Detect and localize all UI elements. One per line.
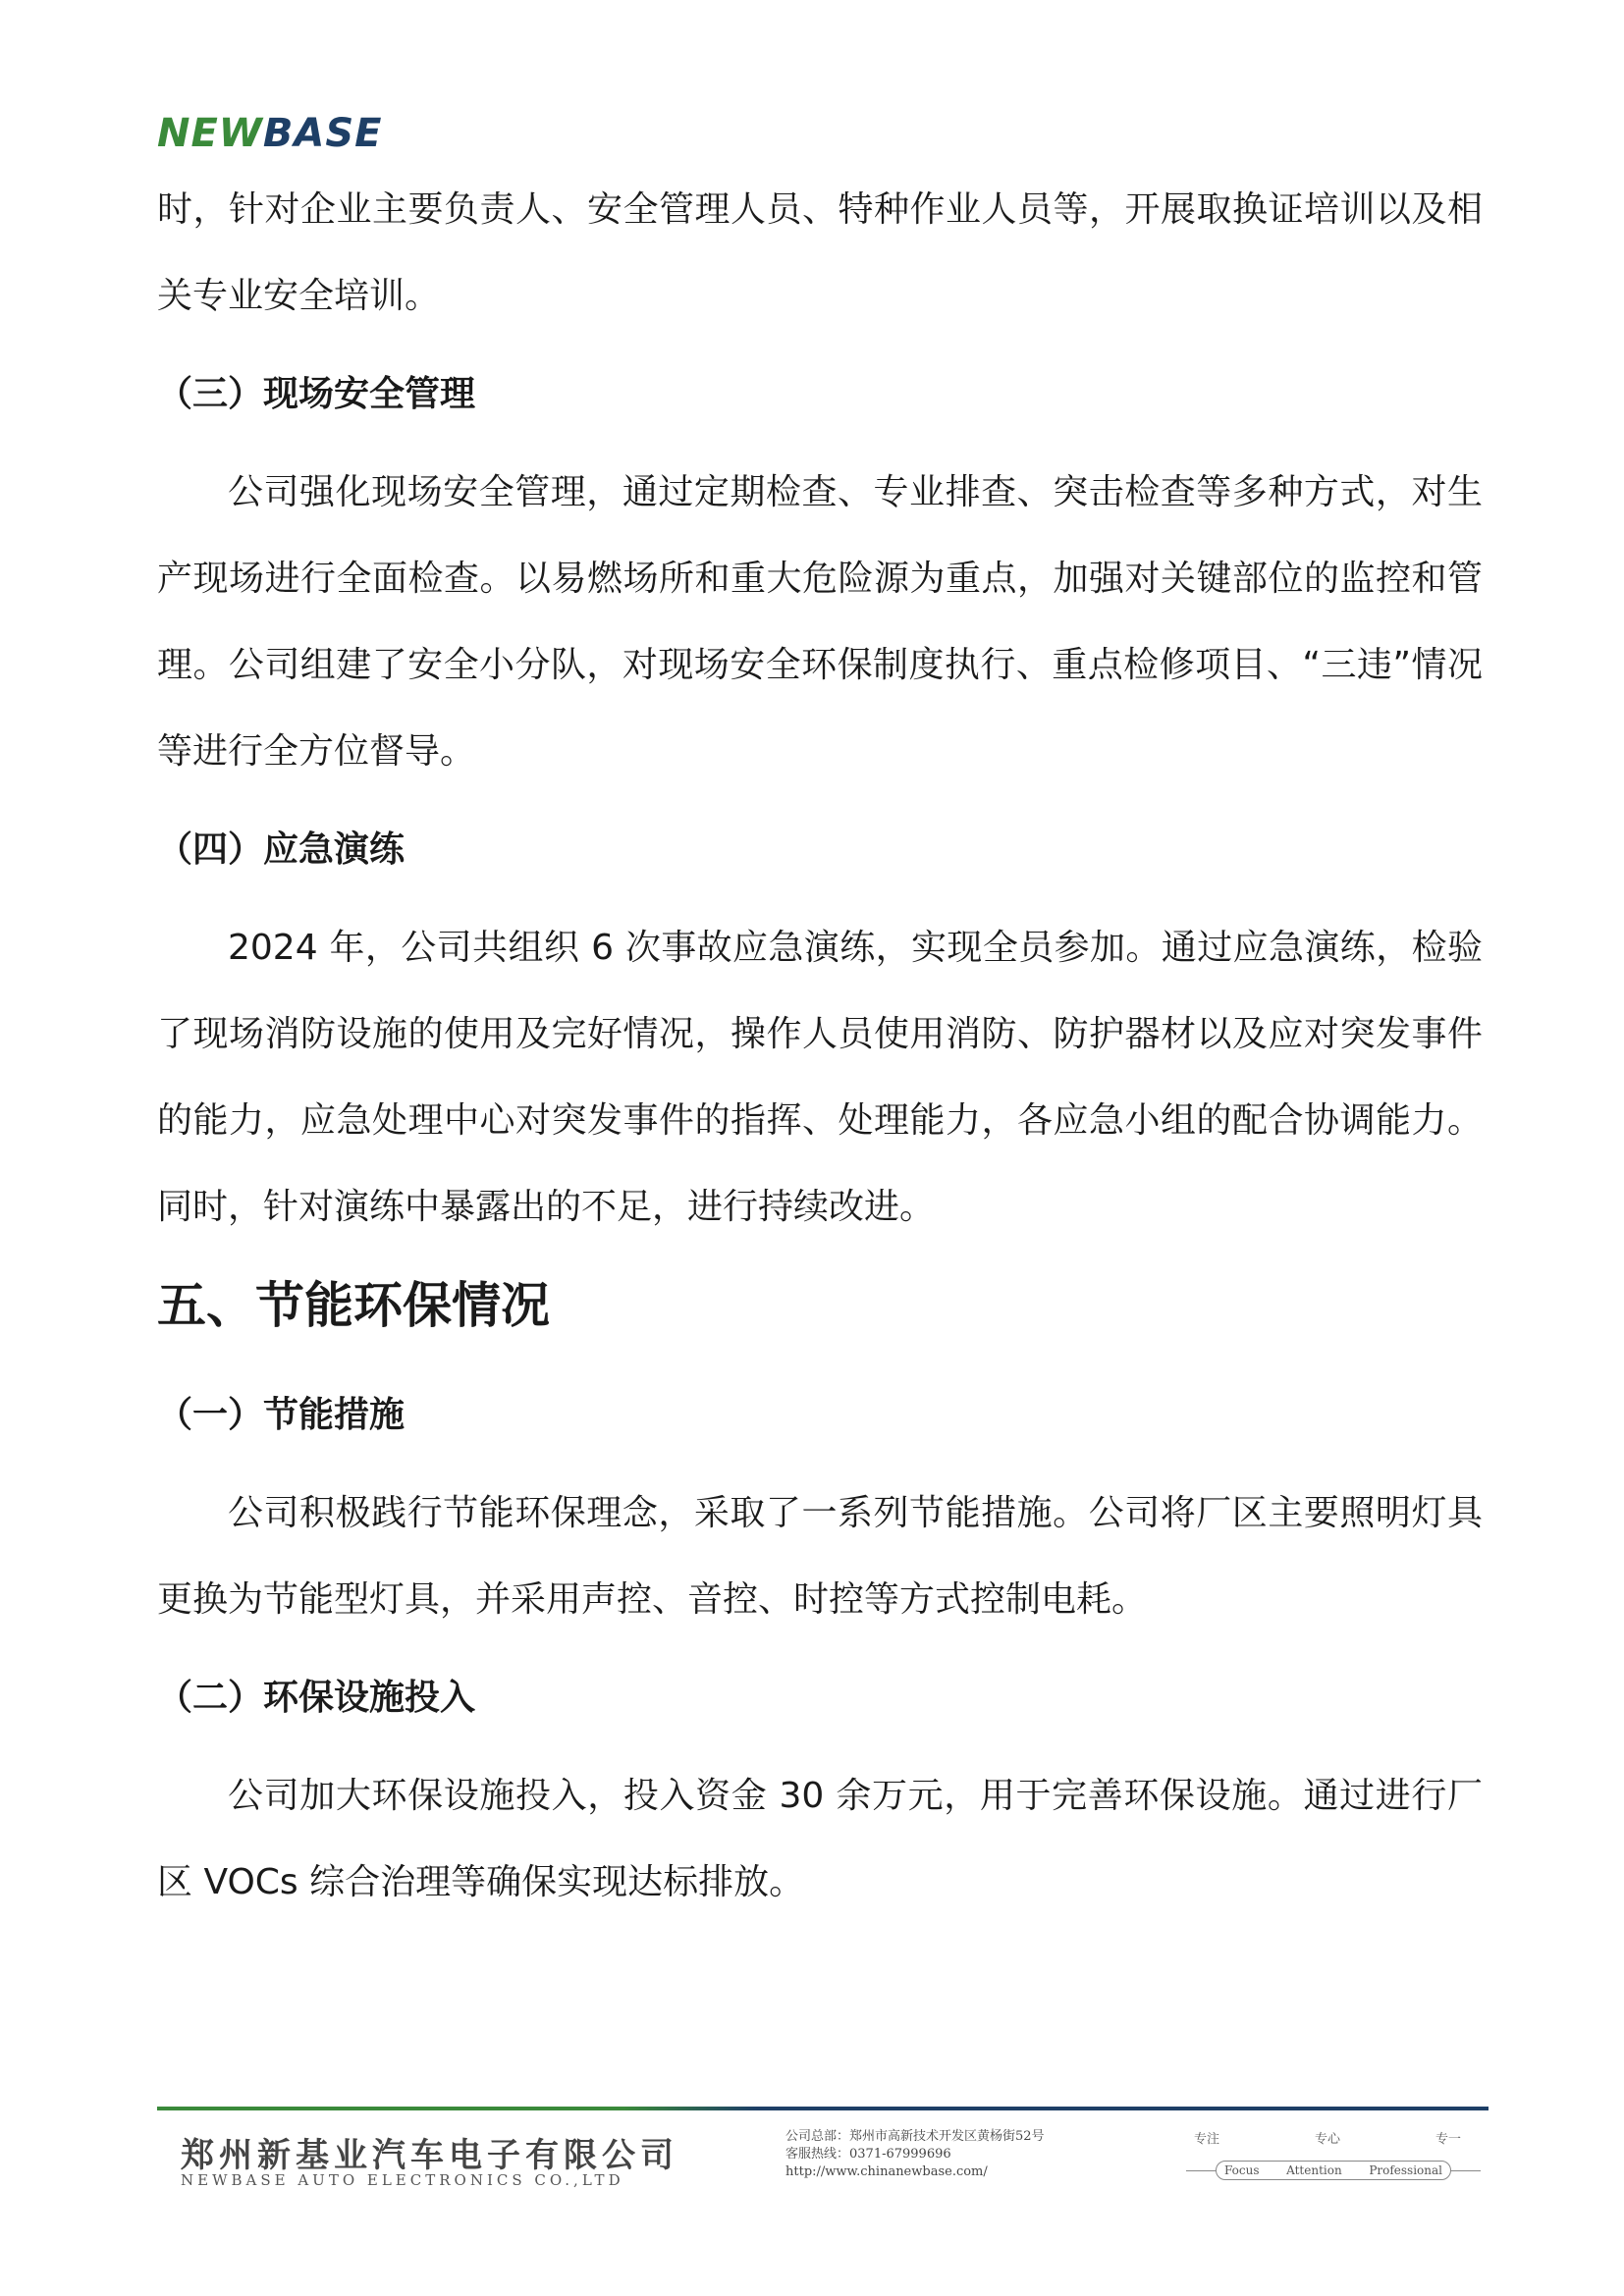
slogan-en-row xyxy=(1186,2161,1481,2180)
paragraph-training-continued: 时，针对企业主要负责人、安全管理人员、特种作业人员等，开展取换证培训以及相关专业安全培训。 xyxy=(157,189,1483,316)
subheading-emergency-drill: （四）应急演练 xyxy=(157,829,406,870)
footer-company-name-en: NEWBASE AUTO ELECTRONICS CO.,LTD xyxy=(181,2171,624,2189)
slogan-en-pill xyxy=(1216,2161,1451,2180)
subheading-onsite-safety: （三）现场安全管理 xyxy=(157,374,476,414)
footer-divider xyxy=(157,2107,1489,2110)
logo-base-text: BASE xyxy=(262,111,383,156)
slogan-en-attention: Attention xyxy=(1286,2163,1342,2177)
paragraph-energy-saving: 公司积极践行节能环保理念，采取了一系列节能措施。公司将厂区主要照明灯具更换为节能型灯具，并采用声控、音控、时控等方式控制电耗。 xyxy=(157,1493,1483,1620)
slogan-en-professional: Professional xyxy=(1369,2163,1442,2177)
slogan-cn-professional: 专一 xyxy=(1435,2132,1461,2147)
footer-slogan xyxy=(1186,2128,1481,2180)
paragraph-env-investment: 公司加大环保设施投入，投入资金 30 余万元，用于完善环保设施。通过进行厂区 VOCs 综合治理等确保实现达标排放。 xyxy=(157,1776,1483,1902)
newbase-logo xyxy=(157,111,383,156)
page-footer xyxy=(157,2107,1489,2195)
slogan-cn-row xyxy=(1186,2128,1481,2147)
footer-address: 公司总部：郑州市高新技术开发区黄杨街52号 xyxy=(785,2129,1045,2144)
subheading-env-investment: （二）环保设施投入 xyxy=(157,1678,476,1718)
footer-contact-info xyxy=(785,2128,1045,2181)
section-heading-energy-environment: 五、节能环保情况 xyxy=(157,1277,550,1334)
logo-new-text: NEW xyxy=(157,111,263,156)
document-body xyxy=(157,167,1483,1926)
paragraph-onsite-safety: 公司强化现场安全管理，通过定期检查、专业排查、突击检查等多种方式，对生产现场进行全面检查。以易燃场所和重大危险源为重点，加强对关键部位的监控和管理。公司组建了安全小分队，对现场安全环保制度执行、重点检修项目、“三违”情况等进行全方位督导。 xyxy=(157,472,1483,772)
footer-website: http://www.chinanewbase.com/ xyxy=(785,2164,988,2179)
slogan-cn-attention: 专心 xyxy=(1314,2132,1340,2147)
paragraph-emergency-drill: 2024 年，公司共组织 6 次事故应急演练，实现全员参加。通过应急演练，检验了现场消防设施的使用及完好情况，操作人员使用消防、防护器材以及应对突发事件的能力，应急处理中心对突发事件的指挥、处理能力，各应急小组的配合协调能力。同时，针对演练中暴露出的不足，进行持续改进。 xyxy=(157,928,1483,1227)
footer-company-name: 郑州新基业汽车电子有限公司 xyxy=(181,2136,678,2175)
slogan-cn-focus: 专注 xyxy=(1194,2132,1220,2147)
subheading-energy-saving: （一）节能措施 xyxy=(157,1395,406,1435)
footer-hotline: 客服热线：0371-67999696 xyxy=(785,2147,951,2162)
slogan-en-focus: Focus xyxy=(1224,2163,1260,2177)
